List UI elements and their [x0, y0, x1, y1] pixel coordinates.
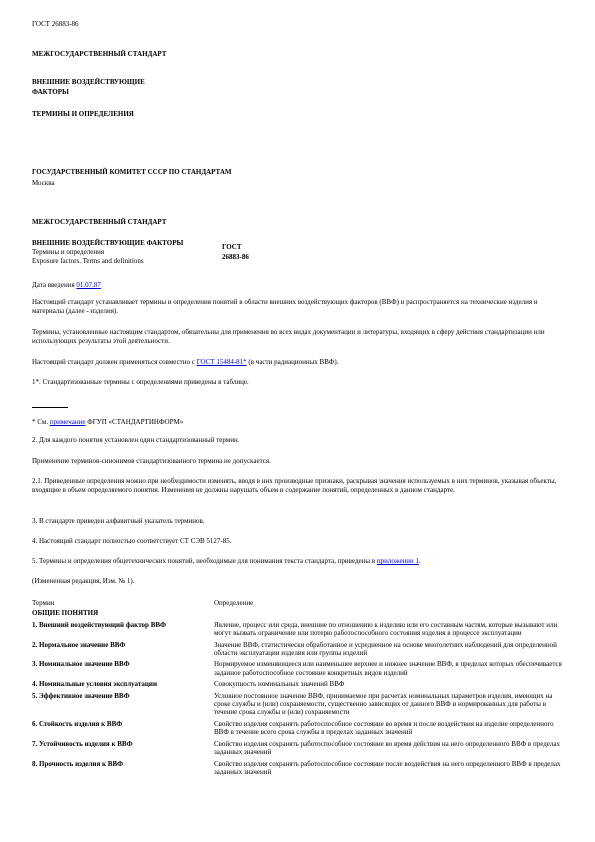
interstate-heading: МЕЖГОСУДАРСТВЕННЫЙ СТАНДАРТ — [32, 50, 167, 58]
city: Москва — [32, 179, 55, 187]
footnote-divider — [32, 407, 68, 408]
paragraph-3: 3. В стандарте приведен алфавитный указатель терминов. — [32, 517, 205, 525]
table-row — [32, 760, 562, 780]
block-subtitle-ru: Термины и определения — [32, 248, 105, 256]
definition-cell: Свойство изделия сохранять работоспособное состояние во время и после воздействия на изделие определенного ВВФ в течение всего срока службы в пределах заданных значений — [214, 719, 554, 737]
block-title: ВНЕШНИЕ ВОЗДЕЙСТВУЮЩИЕ ФАКТОРЫ — [32, 239, 184, 247]
note-link[interactable]: примечание — [49, 418, 86, 426]
paragraph-joint-use — [32, 358, 560, 367]
paragraph-5 — [32, 557, 560, 566]
section-empty-cell — [214, 609, 562, 620]
p10-tail: . — [419, 557, 421, 565]
table-row — [32, 641, 562, 661]
definition-cell: Свойство изделия сохранять работоспособное состояние после воздействия на него определенного ВВФ в пределах заданных значений — [214, 759, 561, 776]
fn-tail: ФГУП «СТАНДАРТИНФОРМ» — [85, 418, 184, 426]
footnote — [32, 418, 560, 427]
table-row — [32, 680, 562, 691]
term-cell: 5. Эффективное значение ВВФ — [32, 691, 130, 700]
term-cell: 8. Прочность изделия к ВВФ — [32, 759, 124, 768]
fn-text: * См. — [32, 418, 50, 426]
gost-15484-link[interactable]: ГОСТ 15484-81* — [196, 358, 247, 366]
paragraph-scope: Настоящий стандарт устанавливает термины и определения понятий в области внешних воздействующих факторов (ВВФ) и распространяется на технические изделия и материалы (далее - изделия). — [32, 298, 538, 315]
table-row — [32, 740, 562, 760]
term-cell: 2. Нормальное значение ВВФ — [32, 640, 126, 649]
block-gost-number: 26883-86 — [222, 253, 249, 261]
term-cell: 6. Стойкость изделия к ВВФ — [32, 719, 123, 728]
term-cell: 4. Номинальные условия эксплуатации — [32, 680, 157, 689]
header-definition: Определение — [214, 599, 254, 607]
definition-cell: Свойство изделия сохранять работоспособное состояние во время действия на него определенного ВВФ в пределах заданных значений — [214, 739, 561, 757]
appendix-1-link[interactable]: приложении 1 — [376, 557, 420, 565]
doc-code: ГОСТ 26883-86 — [32, 20, 79, 28]
paragraph-4: 4. Настоящий стандарт полностью соответствует СТ СЭВ 5127-85. — [32, 537, 232, 545]
definition-cell: Совокупность номинальных значений ВВФ — [214, 680, 345, 689]
paragraph-amendment: (Измененная редакция, Изм. № 1). — [32, 577, 135, 585]
block-subtitle-en: Exposure factors. Terms and definitions — [32, 257, 144, 265]
table-row — [32, 692, 562, 720]
paragraph-mandatory: Термины, установленные настоящим стандартом, обязательны для применения во всех видах документации и литературы, входящих в сферу действия стандартизации или использующих результаты этой деятельности. — [32, 328, 545, 345]
date-value[interactable]: 01.07.87 — [76, 281, 101, 289]
table-row — [32, 660, 562, 680]
committee-name: ГОСУДАРСТВЕННЫЙ КОМИТЕТ СССР ПО СТАНДАРТАМ — [32, 168, 232, 176]
paragraph-2: 2. Для каждого понятия установлен один стандартизованный термин. — [32, 436, 240, 444]
table-row — [32, 720, 562, 740]
effective-date — [32, 281, 101, 290]
interstate-heading-2: МЕЖГОСУДАРСТВЕННЫЙ СТАНДАРТ — [32, 218, 167, 226]
definition-cell: Явление, процесс или среда, внешние по отношению к изделию или его составным частям, которые вызывают или могут вызвать ограничение или потерю работоспособного состояния изделия в процессе эксплуатации — [214, 620, 558, 638]
section-row — [32, 609, 562, 620]
definition-cell: Условное постоянное значение ВВФ, принимаемое при расчетах номинальных параметров изделия, имеющих на сроке службы и (или) сохраняемости, существенно зависящих от данного ВВФ и нормированных для работы в течение срока службы и (или) сохраняемости — [214, 691, 553, 717]
title-line-1: ВНЕШНИЕ ВОЗДЕЙСТВУЮЩИЕ — [32, 78, 145, 86]
block-gost-label: ГОСТ — [222, 243, 242, 251]
definition-cell: Значение ВВФ, статистически обработанное и усредненное на основе многолетних наблюдений для определенной области эксплуатации изделия или группы изделий — [214, 640, 557, 658]
date-label: Дата введения — [32, 281, 77, 289]
p3-text: Настоящий стандарт должен применяться совместно с — [32, 358, 197, 366]
section-general-concepts: ОБЩИЕ ПОНЯТИЯ — [32, 609, 99, 618]
term-cell: 3. Номинальное значение ВВФ — [32, 660, 130, 669]
p3-tail: (в части радиационных ВВФ). — [246, 358, 339, 366]
p10-text: 5. Термины и определения общетехнических понятий, необходимые для понимания текста стандарта, приведены в — [32, 557, 377, 565]
definition-cell: Нормируемое изменяющееся или наименьшее верхнее и нижнее значение ВВФ, в пределах которых обеспечивается заданное работоспособное состояние конкретных видов изделий — [214, 660, 562, 677]
paragraph-1: 1*. Стандартизованные термины с определениями приведены в таблице. — [32, 378, 249, 386]
paragraph-synonyms: Применение терминов-синонимов стандартизованного термина не допускается. — [32, 457, 271, 465]
terms-table — [32, 599, 562, 779]
term-cell: 7. Устойчивость изделия к ВВФ — [32, 739, 133, 748]
term-cell: 1. Внешний воздействующий фактор ВВФ — [32, 620, 167, 629]
table-row — [32, 621, 562, 641]
table-header-row — [32, 599, 562, 609]
paragraph-2-1: 2.1. Приведенные определения можно при необходимости изменять, вводя в них производные признаки, раскрывая значения используемых в них терминов, указывая объекты, входящие в объем определяемого понятия. Изменения не должны нарушать объем и содержание понятий, определенных в данном стандарте. — [32, 477, 557, 494]
header-term: Термин — [32, 599, 55, 607]
title-line-2: ФАКТОРЫ — [32, 88, 69, 96]
title-line-3: ТЕРМИНЫ И ОПРЕДЕЛЕНИЯ — [32, 110, 134, 118]
